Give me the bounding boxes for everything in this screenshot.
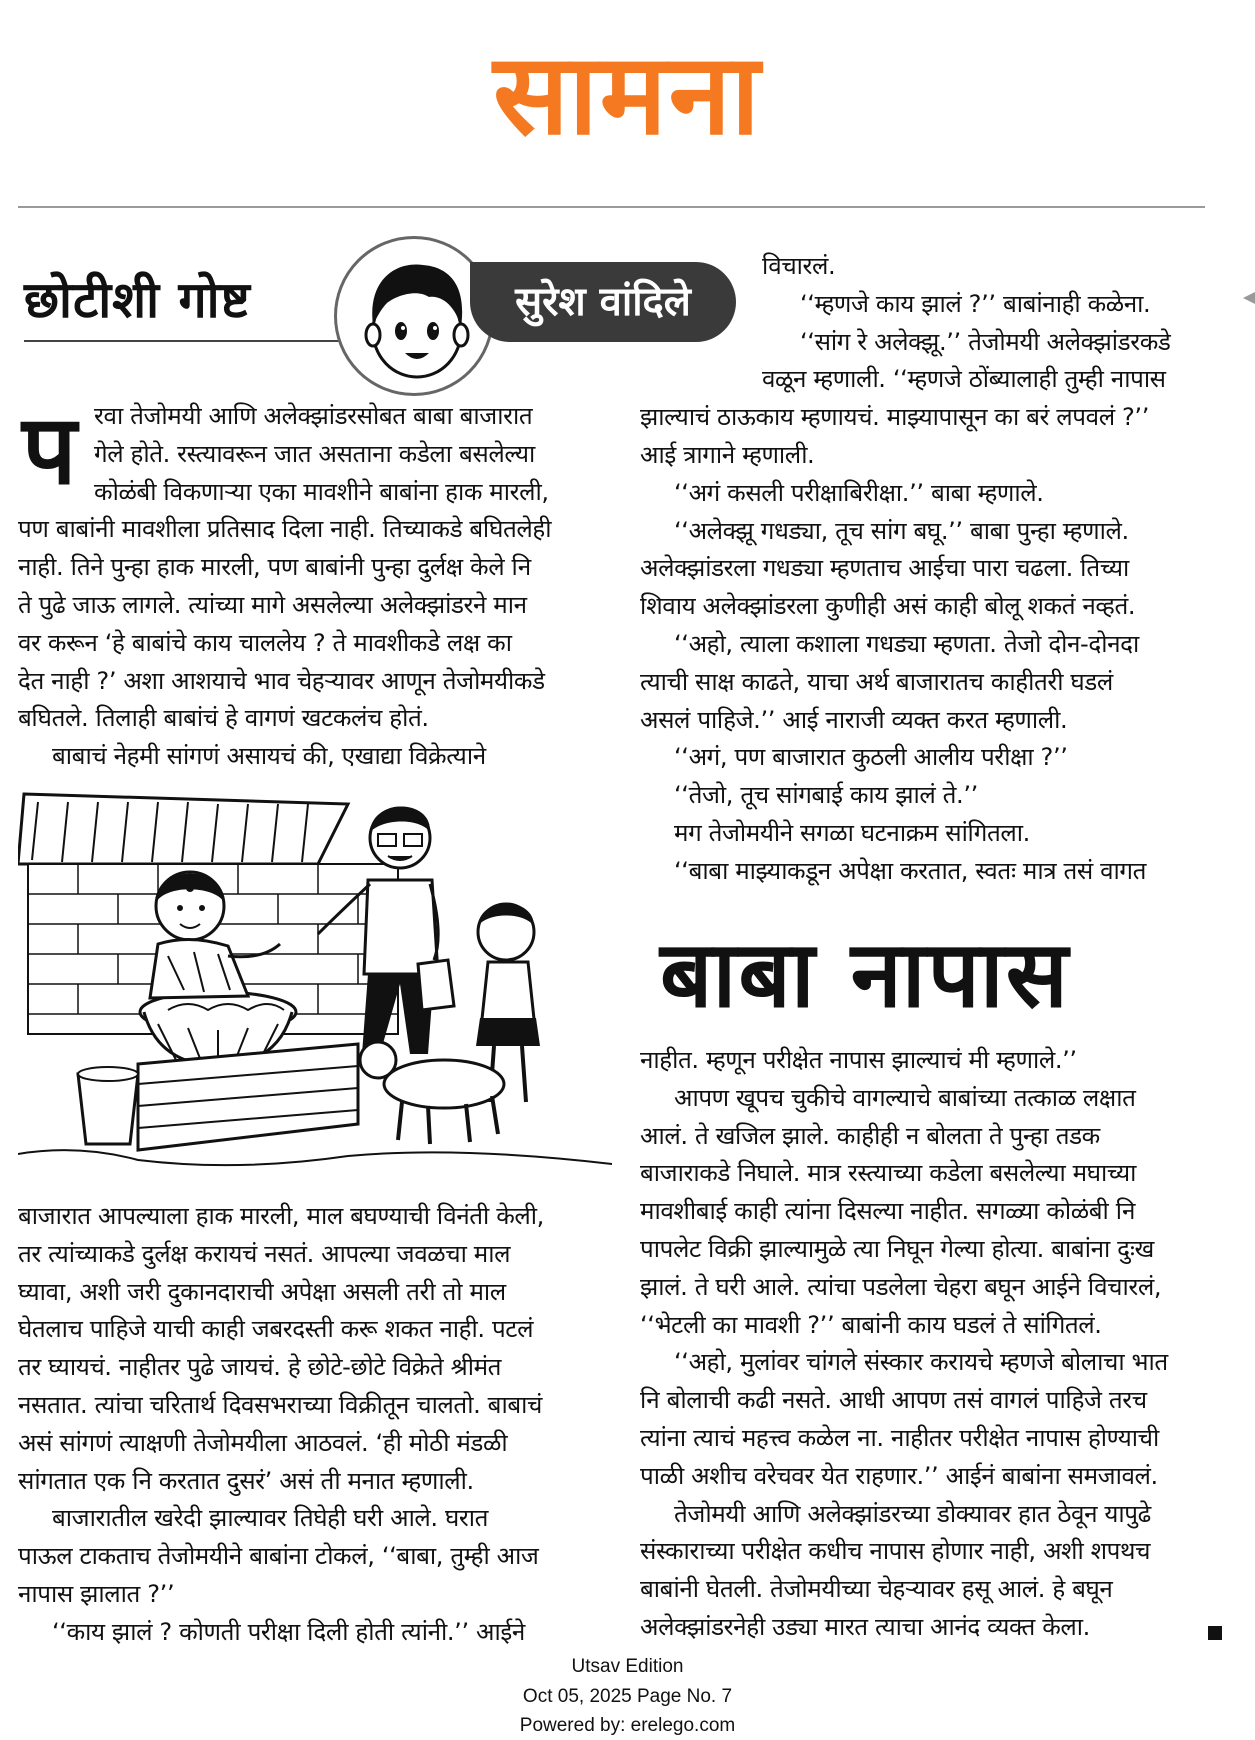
text-line: मग तेजोमयीने सगळा घटनाक्रम सांगितला. <box>674 818 1030 847</box>
footer-date-page: Oct 05, 2025 Page No. 7 <box>522 1685 733 1707</box>
text-line: ‘‘भेटली का मावशी ?’’ बाबांनी काय घडलं ते सांगितलं. <box>640 1310 1102 1339</box>
text-line: नसतात. त्यांचा चरितार्थ दिवसभराच्या विक्रीतून चालतो. बाबाचं <box>18 1390 542 1419</box>
market-illustration <box>18 784 612 1174</box>
text-line: सांगतात एक नि करतात दुसरं’ असं ती मनात म्हणाली. <box>18 1466 474 1495</box>
author-name-tab: सुरेश वांदिले <box>470 262 736 342</box>
text-line: तेजोमयी आणि अलेक्झांडरच्या डोक्यावर हात ठेवून यापुढे <box>674 1499 1151 1528</box>
section-title: छोटीशी गोष्ट <box>24 271 251 329</box>
text-line: कोळंबी विकणाऱ्या एका मावशीने बाबांना हाक मारली, <box>94 477 549 506</box>
text-line: ते पुढे जाऊ लागले. त्यांच्या मागे असलेल्या अलेक्झांडरने मान <box>18 590 527 619</box>
author-avatar <box>334 236 494 396</box>
column-2-top <box>640 248 1220 891</box>
masthead-logo: सामना <box>493 30 762 160</box>
text-line: आई त्रागाने म्हणाली. <box>640 440 815 469</box>
text-line: आलं. ते खजिल झाले. काहीही न बोलता ते पुन्हा तडक <box>640 1121 1100 1150</box>
text-line: तर घ्यायचं. नाहीतर पुढे जायचं. हे छोटे-छोटे विक्रेते श्रीमंत <box>18 1353 502 1382</box>
text-line: पण बाबांनी मावशीला प्रतिसाद दिला नाही. तिच्याकडे बघितलेही <box>18 515 552 544</box>
text-line: ‘‘तेजो, तूच सांगबाई काय झालं ते.’’ <box>674 781 978 810</box>
article-headline: बाबा नापास <box>660 921 1070 1028</box>
text-line: घ्यावा, अशी जरी दुकानदाराची अपेक्षा असली तरी तो माल <box>18 1277 506 1306</box>
text-line: झालं. ते घरी आले. त्यांचा पडलेला चेहरा बघून आईने विचारलं, <box>640 1272 1162 1301</box>
text-line: नापास झालात ?’’ <box>18 1579 175 1608</box>
text-line: ‘‘बाबा माझ्याकडून अपेक्षा करतात, स्वतः मात्र तसं वागत <box>674 856 1147 885</box>
text-line: ‘‘म्हणजे काय झालं ?’’ बाबांनाही कळेना. <box>800 289 1151 318</box>
text-line: बाबाचं नेहमी सांगणं असायचं की, एखाद्या विक्रेत्याने <box>52 742 486 771</box>
footer-edition: Utsav Edition <box>571 1656 684 1677</box>
drop-cap: प <box>22 394 77 506</box>
text-line: ‘‘अहो, मुलांवर चांगले संस्कार करायचे म्हणजे बोलाचा भात <box>674 1348 1168 1377</box>
column-1-top <box>18 394 612 776</box>
text-line: अलेक्झांडरनेही उड्या मारत त्याचा आनंद व्यक्त केला. <box>640 1612 1090 1641</box>
text-line: असलं पाहिजे.’’ आई नाराजी व्यक्त करत म्हणाली. <box>640 705 1068 734</box>
text-line: मावशीबाई काही त्यांना दिसल्या नाहीत. सगळ्या कोळंबी नि <box>640 1197 1136 1226</box>
text-line: असं सांगणं त्याक्षणी तेजोमयीला आठवलं. ‘ही मोठी मंडळी <box>18 1428 508 1457</box>
text-line: बाजारात आपल्याला हाक मारली, माल बघण्याची विनंती केली, <box>18 1202 544 1230</box>
text-line: रवा तेजोमयी आणि अलेक्झांडरसोबत बाबा बाजारात <box>94 402 533 430</box>
text-line: ‘‘अहो, त्याला कशाला गधड्या म्हणता. तेजो दोन-दोनदा <box>674 629 1139 658</box>
footer-powered-by[interactable]: Powered by: erelego.com <box>519 1715 736 1736</box>
text-line: बाबांनी घेतली. तेजोमयीच्या चेहऱ्यावर हसू आलं. हे बघून <box>640 1575 1113 1604</box>
text-line: बाजारातील खरेदी झाल्यावर तिघेही घरी आले. घरात <box>52 1504 489 1533</box>
text-line: आपण खूपच चुकीचे वागल्याचे बाबांच्या तत्काळ लक्षात <box>674 1083 1136 1112</box>
text-line: बाजाराकडे निघाले. मात्र रस्त्याच्या कडेला बसलेल्या मघाच्या <box>640 1159 1136 1188</box>
text-line: पापलेट विक्री झाल्यामुळे त्या निघून गेल्या होत्या. बाबांना दुःख <box>640 1234 1154 1263</box>
masthead-divider <box>18 206 1205 208</box>
text-line: ‘‘अगं, पण बाजारात कुठली आलीय परीक्षा ?’’ <box>674 743 1068 772</box>
text-line: देत नाही ?’ अशा आशयाचे भाव चेहऱ्यावर आणून तेजोमयीकडे <box>18 666 545 695</box>
text-line: ‘‘काय झालं ? कोणती परीक्षा दिली होती त्यांनी.’’ आईने <box>52 1617 525 1646</box>
text-line: ‘‘अलेक्झू गधड्या, तूच सांग बघू.’’ बाबा पुन्हा म्हणाले. <box>674 516 1129 545</box>
text-line: नि बोलाची कढी नसते. आधी आपण तसं वागलं पाहिजे तरच <box>640 1386 1147 1415</box>
text-line: घेतलाच पाहिजे याची काही जबरदस्ती करू शकत नाही. पटलं <box>18 1315 534 1344</box>
column-2-bottom <box>640 1042 1220 1647</box>
text-line: गेले होते. रस्त्यावरून जात असताना कडेला बसलेल्या <box>94 439 535 468</box>
text-line: त्यांना त्याचं महत्त्व कळेल ना. नाहीतर परीक्षेत नापास होण्याची <box>640 1423 1159 1452</box>
text-line: त्याची साक्ष काढते, याचा अर्थ बाजारातच काहीतरी घडलं <box>640 667 1113 696</box>
text-line: ‘‘अगं कसली परीक्षाबिरीक्षा.’’ बाबा म्हणाले. <box>674 478 1044 507</box>
text-line: बघितले. तिलाही बाबांचं हे वागणं खटकलंच होतं. <box>18 704 429 733</box>
text-line: अलेक्झांडरला गधड्या म्हणताच आईचा पारा चढला. तिच्या <box>640 554 1129 583</box>
text-line: तर त्यांच्याकडे दुर्लक्ष करायचं नसतं. आपल्या जवळचा माल <box>18 1239 511 1268</box>
text-line: नाही. तिने पुन्हा हाक मारली, पण बाबांनी पुन्हा दुर्लक्ष केले नि <box>18 553 531 582</box>
page-edge-marker <box>1243 292 1255 304</box>
text-line: शिवाय अलेक्झांडरला कुणीही असं काही बोलू शकतं नव्हतं. <box>640 592 1136 621</box>
text-line: नाहीत. म्हणून परीक्षेत नापास झाल्याचं मी म्हणाले.’’ <box>640 1046 1077 1074</box>
article-end-mark <box>1208 1626 1222 1640</box>
section-title-underline <box>24 340 344 342</box>
text-line: संस्काराच्या परीक्षेत कधीच नापास होणार नाही, अशी शपथच <box>640 1537 1151 1566</box>
text-line: वर करून ‘हे बाबांचे काय चाललेय ? ते मावशीकडे लक्ष का <box>18 628 512 657</box>
text-line: पाळी अशीच वरेचवर येत राहणार.’’ आईनं बाबांना समजावलं. <box>640 1461 1158 1490</box>
text-line: झाल्याचं ठाऊकाय म्हणायचं. माझ्यापासून का बरं लपवलं ?’’ <box>640 403 1149 432</box>
column-1-bottom <box>18 1198 612 1652</box>
text-line: ‘‘सांग रे अलेक्झू.’’ तेजोमयी अलेक्झांडरकडे <box>800 327 1171 356</box>
text-line: वळून म्हणाली. ‘‘म्हणजे ठोंब्यालाही तुम्ही नापास <box>762 365 1166 394</box>
page-footer <box>0 1652 1255 1740</box>
text-line: पाऊल टाकताच तेजोमयीने बाबांना टोकलं, ‘‘बाबा, तुम्ही आज <box>18 1542 539 1571</box>
text-line: विचारलं. <box>762 252 836 280</box>
